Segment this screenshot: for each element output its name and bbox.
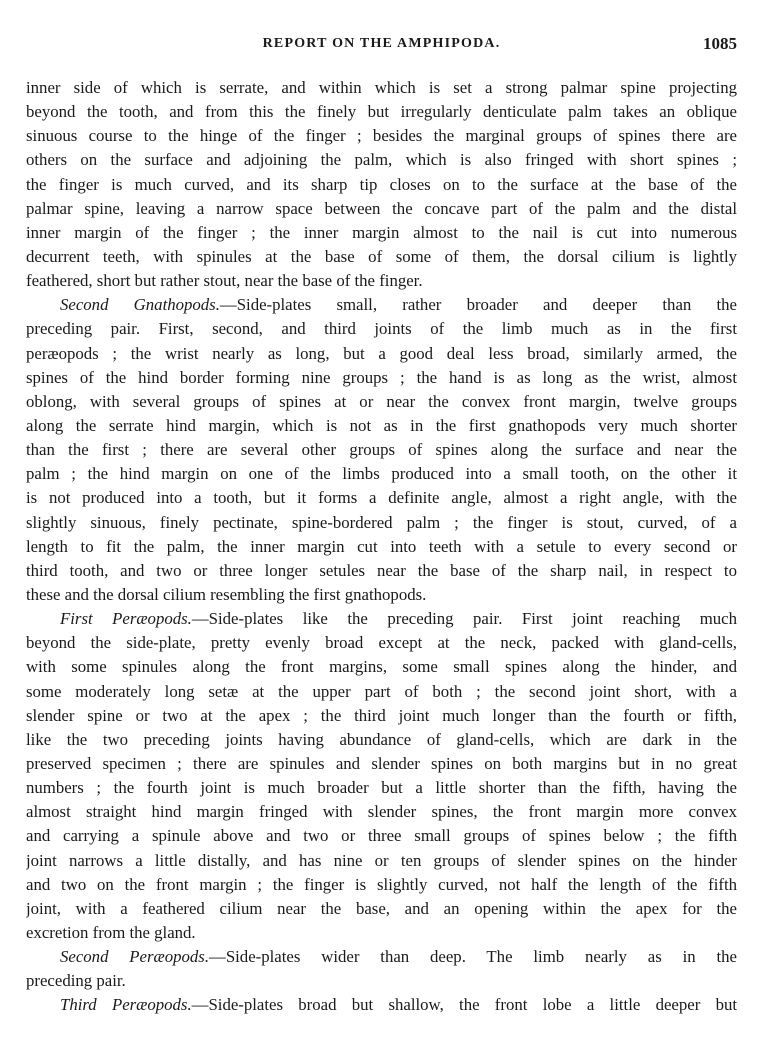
- paragraph-third-peraeopods: [26, 993, 737, 1017]
- text-line: [26, 607, 737, 631]
- text-line: joint narrows a little distally, and has nine or ten groups of slender spines on the hinder: [26, 850, 737, 870]
- paragraph-second-gnathopods: [26, 293, 737, 607]
- text-line: [26, 293, 737, 317]
- text-line: is not produced into a tooth, but it forms a definite angle, almost a right angle, with the: [26, 488, 737, 508]
- section-heading: Third Peræopods.: [60, 995, 192, 1015]
- text-line: almost straight hind margin fringed with slender spines, the front margin more convex: [26, 802, 737, 822]
- text-line: along the serrate hind margin, which is not as in the first gnathopods very much shorter: [26, 415, 737, 435]
- section-heading: Second Gnathopods.: [60, 295, 220, 315]
- text-line: preceding pair. First, second, and third joints of the limb much as in the first: [26, 319, 737, 339]
- text-line: numbers ; the fourth joint is much broader but a little shorter than the fifth, having the: [26, 778, 737, 798]
- text-line: third tooth, and two or three longer setules near the base of the sharp nail, in respect to: [26, 560, 737, 580]
- text-line: others on the surface and adjoining the palm, which is also fringed with short spines ;: [26, 150, 737, 170]
- text-line: oblong, with several groups of spines at or near the convex front margin, twelve groups: [26, 391, 737, 411]
- text-line: inner margin of the finger ; the inner margin almost to the nail is cut into numerous: [26, 222, 737, 242]
- paragraph-first-peraeopods: [26, 607, 737, 945]
- text-line: like the two preceding joints having abundance of gland-cells, which are dark in the: [26, 729, 737, 749]
- text-line: these and the dorsal cilium resembling the first gnathopods.: [26, 584, 427, 604]
- paragraph-second-peraeopods: [26, 945, 737, 993]
- text-line: palm ; the hind margin on one of the limbs produced into a small tooth, on the other it: [26, 464, 737, 484]
- text-line: feathered, short but rather stout, near the base of the finger.: [26, 271, 423, 291]
- text-line: spines of the hind border forming nine groups ; the hand is as long as the wrist, almost: [26, 367, 737, 387]
- text-line: slightly sinuous, finely pectinate, spine-bordered palm ; the finger is stout, curved, of a: [26, 512, 737, 532]
- text-line: joint, with a feathered cilium near the base, and an opening within the apex for the: [26, 898, 737, 918]
- section-heading: Second Peræopods.: [60, 947, 210, 967]
- running-header: [26, 34, 737, 56]
- text-line: peræopods ; the wrist nearly as long, but a good deal less broad, similarly armed, the: [26, 343, 737, 363]
- text-run: —Side-plates broad but shallow, the front lobe a little deeper but: [191, 995, 737, 1015]
- text-line: beyond the tooth, and from this the finely but irregularly denticulate palm takes an oblique: [26, 102, 737, 122]
- text-line: beyond the side-plate, pretty evenly broad except at the neck, packed with gland-cells,: [26, 633, 737, 653]
- text-line: and two on the front margin ; the finger is slightly curved, not half the length of the fifth: [26, 874, 737, 894]
- section-heading: First Peræopods.: [60, 609, 192, 629]
- text-line: palmar spine, leaving a narrow space between the concave part of the palm and the distal: [26, 198, 737, 218]
- text-line: [26, 993, 737, 1017]
- text-line: slender spine or two at the apex ; the third joint much longer than the fourth or fifth,: [26, 705, 737, 725]
- text-line: than the first ; there are several other groups of spines along the surface and near the: [26, 440, 737, 460]
- page-number: 1085: [703, 34, 737, 53]
- text-line: with some spinules along the front margins, some small spines along the hinder, and: [26, 657, 737, 677]
- text-line: preceding pair.: [26, 971, 126, 991]
- text-line: [26, 945, 737, 969]
- text-run: —Side-plates wider than deep. The limb nearly as in the: [209, 947, 737, 967]
- running-title: REPORT ON THE AMPHIPODA.: [262, 36, 501, 51]
- paragraph-first-gnathopods-continued: [26, 76, 737, 293]
- text-line: length to fit the palm, the inner margin cut into teeth with a setule to every second or: [26, 536, 737, 556]
- text-line: preserved specimen ; there are spinules and slender spines on both margins but in no great: [26, 753, 737, 773]
- text-line: inner side of which is serrate, and within which is set a strong palmar spine projecting: [26, 78, 737, 97]
- text-line: the finger is much curved, and its sharp tip closes on to the surface at the base of the: [26, 174, 737, 194]
- text-line: some moderately long setæ at the upper part of both ; the second joint short, with a: [26, 681, 737, 701]
- text-run: —Side-plates small, rather broader and deeper than the: [219, 295, 737, 315]
- text-line: excretion from the gland.: [26, 922, 196, 942]
- body-text: [26, 76, 737, 1017]
- text-run: —Side-plates like the preceding pair. First joint reaching much: [191, 609, 737, 629]
- text-line: and carrying a spinule above and two or three small groups of spines below ; the fifth: [26, 826, 737, 846]
- text-line: decurrent teeth, with spinules at the base of some of them, the dorsal cilium is lightly: [26, 246, 737, 266]
- text-line: sinuous course to the hinge of the finger ; besides the marginal groups of spines there are: [26, 126, 737, 146]
